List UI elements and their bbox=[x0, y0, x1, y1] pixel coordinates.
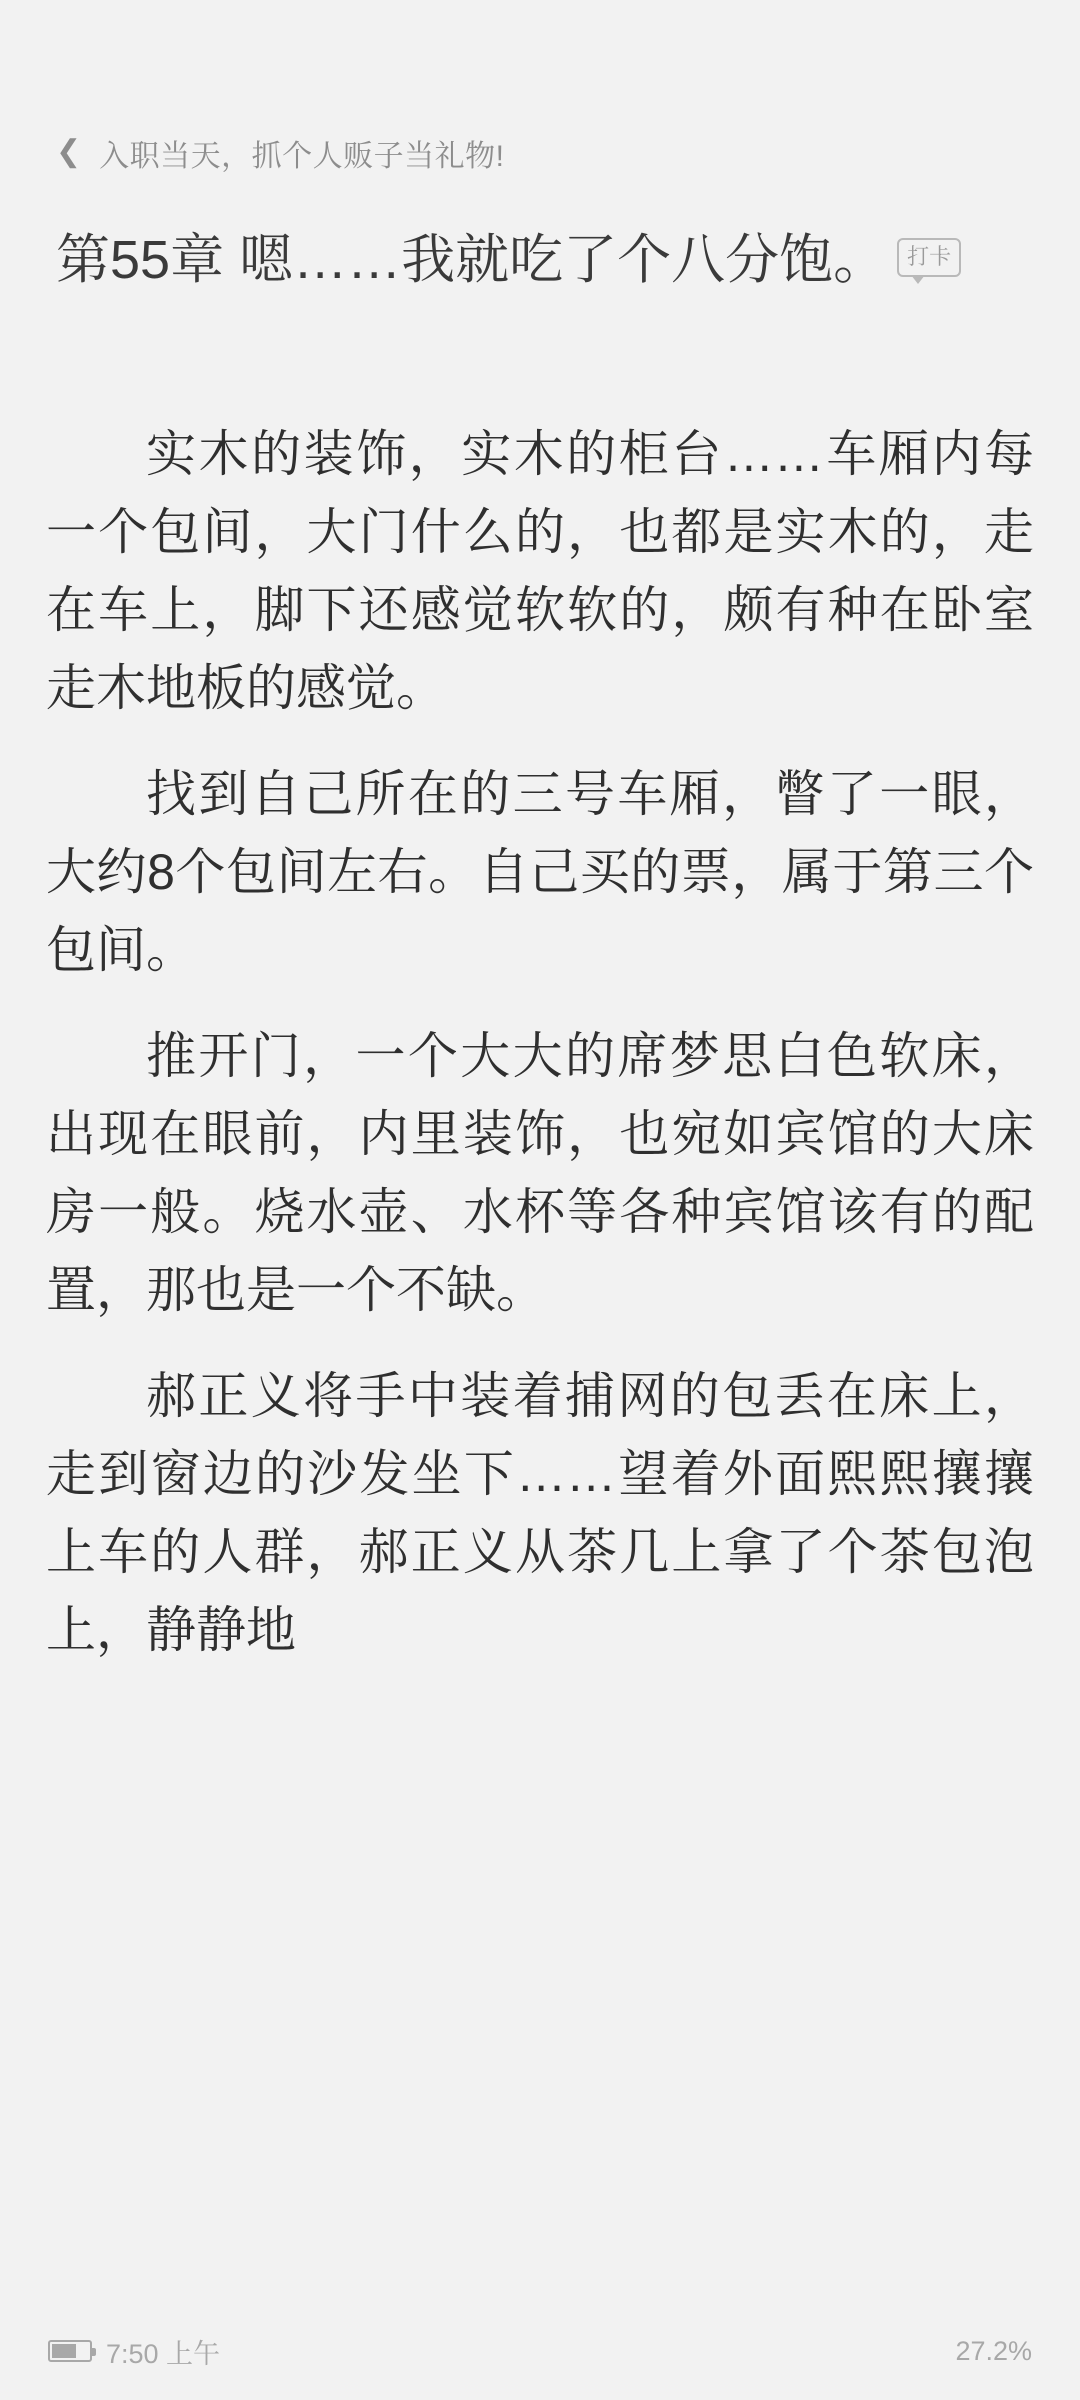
paragraph: 郝正义将手中装着捕网的包丢在床上，走到窗边的沙发坐下……望着外面熙熙攘攘上车的人群，郝正义从茶几上拿了个茶包泡上，静静地 bbox=[46, 1367, 1034, 1658]
reader-footer bbox=[0, 2320, 1080, 2400]
chapter-content[interactable] bbox=[0, 297, 1080, 2320]
chevron-left-icon[interactable]: ❮ bbox=[56, 135, 82, 168]
reading-progress: 27.2% bbox=[955, 2335, 1032, 2366]
clock-label: 7:50 上午 bbox=[106, 2338, 221, 2369]
battery-icon bbox=[48, 2340, 92, 2362]
breadcrumb[interactable] bbox=[0, 118, 1080, 188]
breadcrumb-title: 入职当天，抓个人贩子当礼物! bbox=[99, 140, 505, 173]
footer-left bbox=[48, 2332, 220, 2371]
chapter-header bbox=[0, 188, 1080, 297]
paragraph: 找到自己所在的三号车厢，瞥了一眼，大约8个包间左右。自己买的票，属于第三个包间。 bbox=[46, 765, 1034, 978]
check-in-badge[interactable]: 打卡 bbox=[897, 238, 961, 277]
page-title: 第55章 嗯……我就吃了个八分饱。 bbox=[56, 230, 888, 290]
paragraph: 推开门，一个大大的席梦思白色软床，出现在眼前，内里装饰，也宛如宾馆的大床房一般。烧水壶、水杯等各种宾馆该有的配置，那也是一个不缺。 bbox=[46, 1027, 1034, 1318]
paragraph: 实木的装饰，实木的柜台……车厢内每一个包间，大门什么的，也都是实木的，走在车上，脚下还感觉软软的，颇有种在卧室走木地板的感觉。 bbox=[46, 425, 1034, 716]
status-bar-spacer bbox=[0, 0, 1080, 118]
